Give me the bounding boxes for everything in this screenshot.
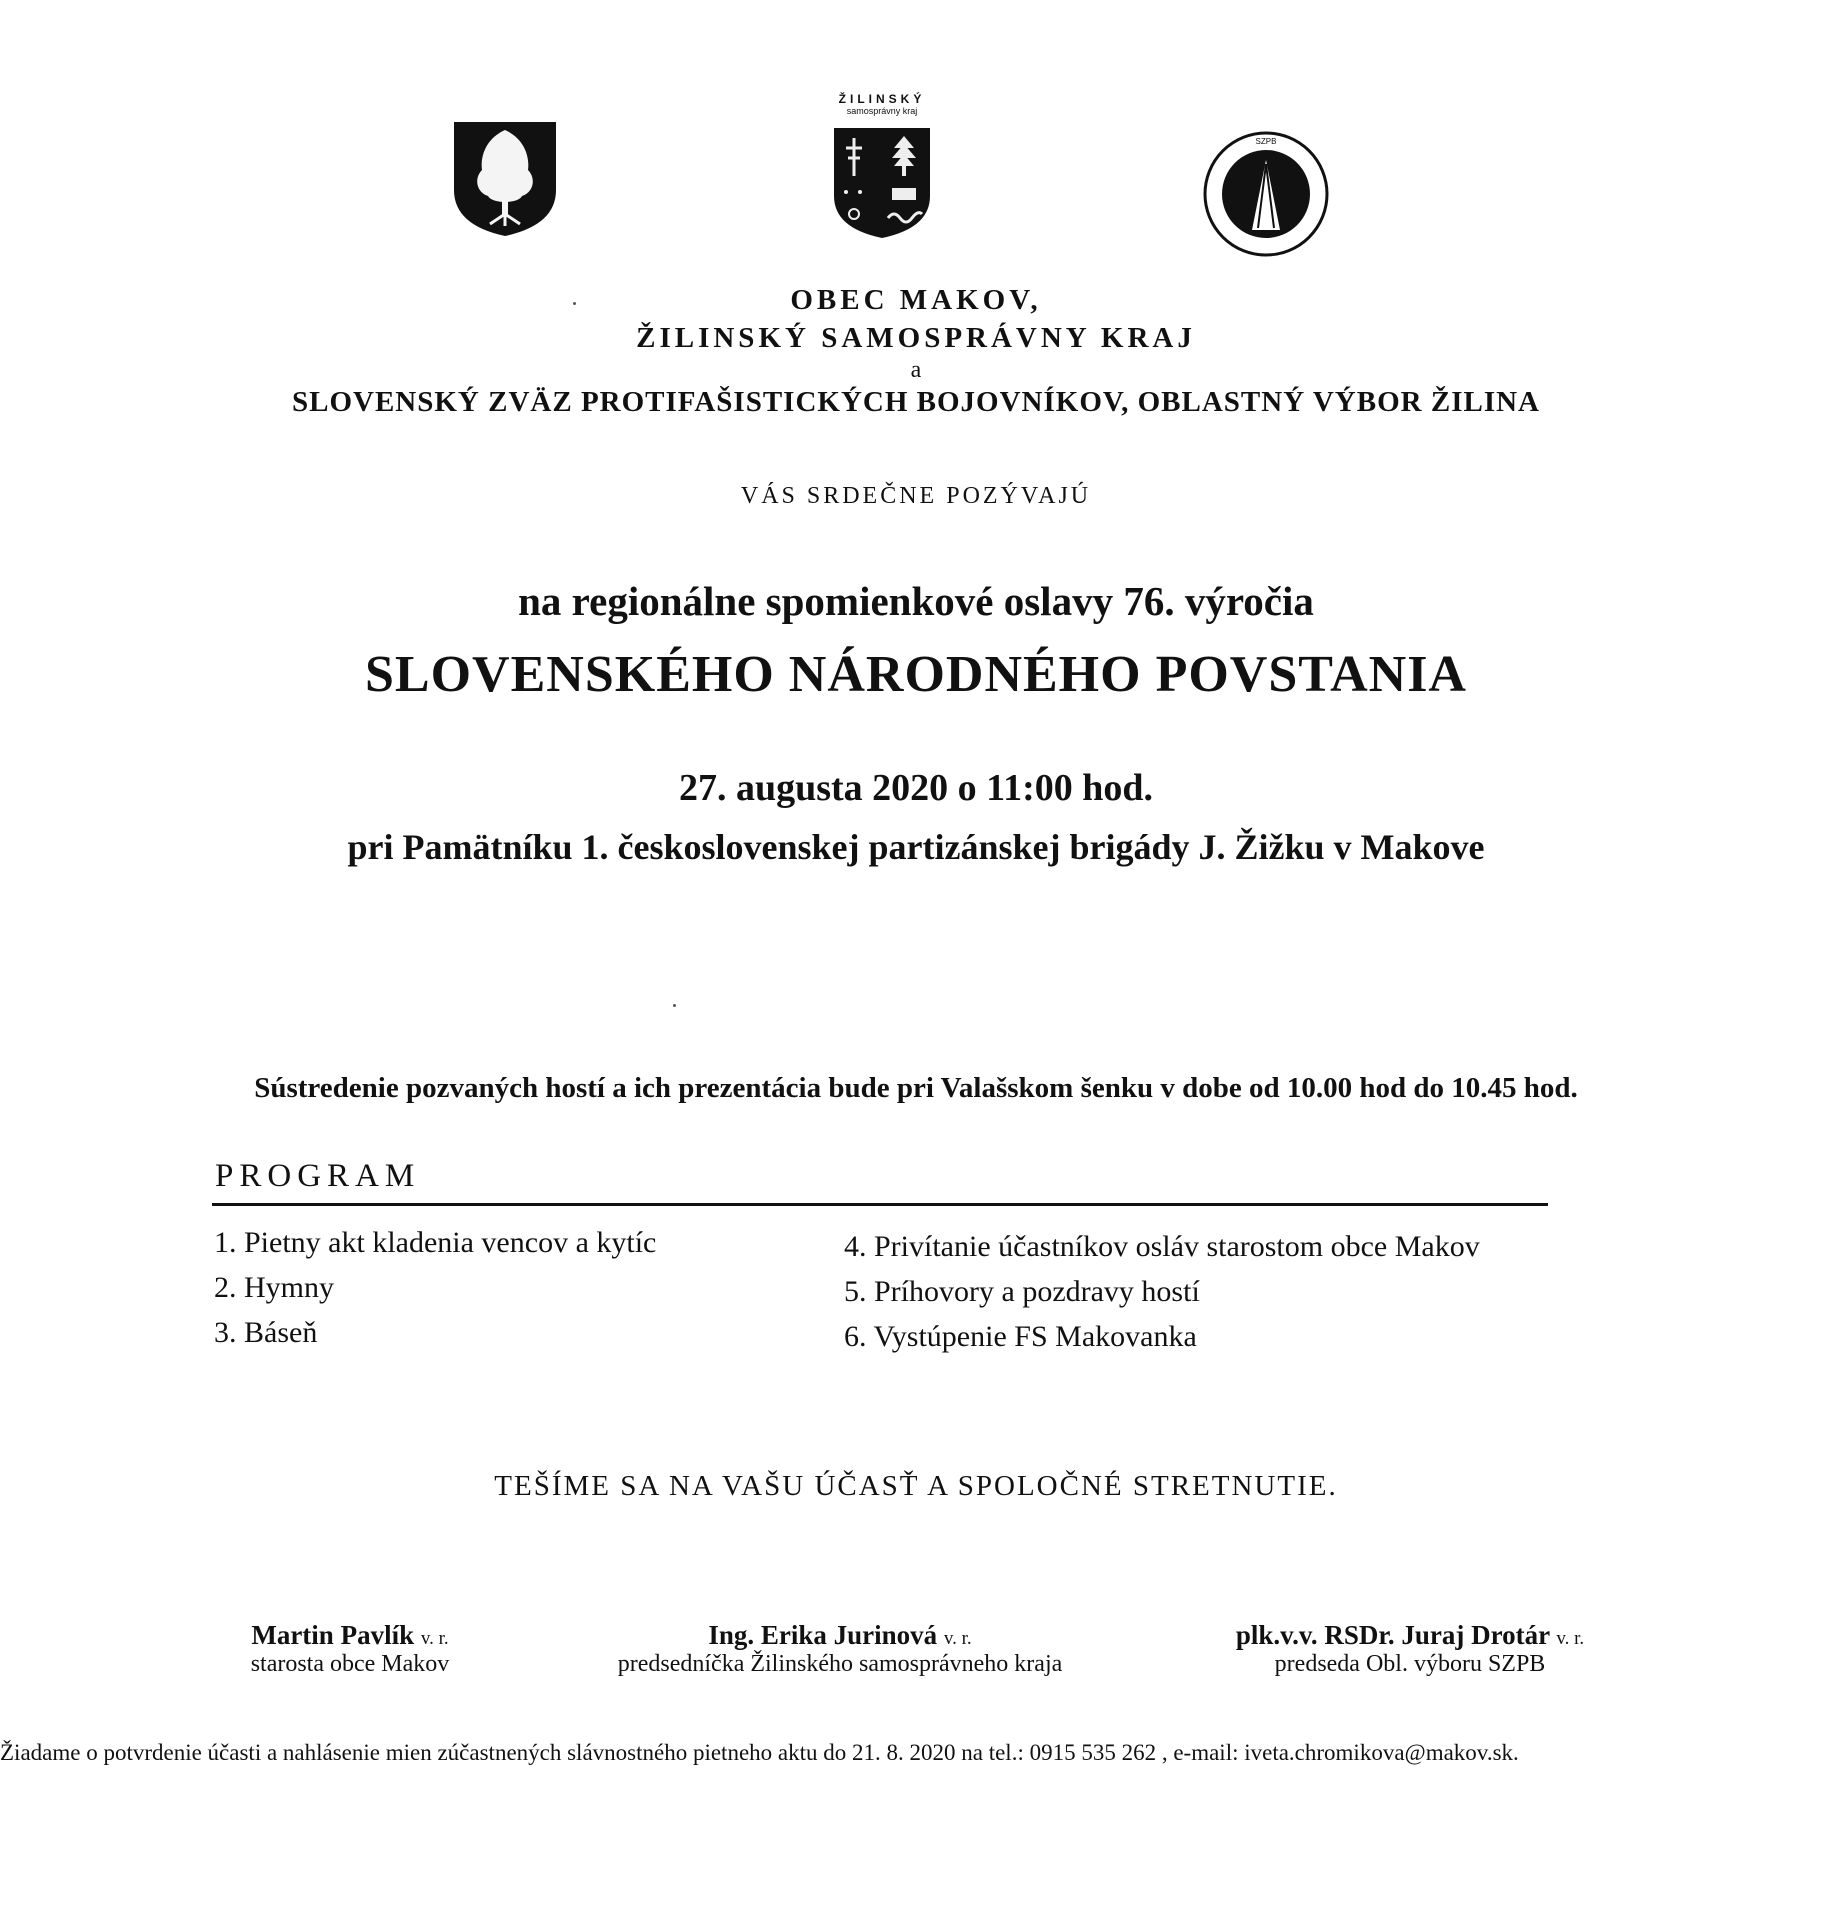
scan-speck — [573, 302, 576, 305]
org-line-szpb: SLOVENSKÝ ZVÄZ PROTIFAŠISTICKÝCH BOJOVNÍKOV, OBLASTNÝ VÝBOR ŽILINA — [291, 386, 1540, 418]
zilina-label-top: ŽILINSKÝ — [838, 92, 926, 106]
program-item: 5. Príhovory a pozdravy hostí — [844, 1275, 1200, 1308]
signatory-name: Ing. Erika Jurinová — [708, 1620, 938, 1650]
signatory-region-chair — [560, 1620, 1120, 1678]
svg-text:SZPB: SZPB — [1255, 137, 1277, 146]
org-line-region: ŽILINSKÝ SAMOSPRÁVNY KRAJ — [636, 322, 1196, 354]
invitation-line: VÁS SRDEČNE POZÝVAJÚ — [740, 483, 1092, 509]
program-divider — [212, 1203, 1548, 1206]
signatory-szpb-chair — [1200, 1620, 1620, 1678]
gathering-note: Sústredenie pozvaných hostí a ich prezentácia bude pri Valašskom šenku v dobe od 10.00 hod do 10.45 hod. — [254, 1072, 1578, 1104]
event-date: 27. augusta 2020 o 11:00 hod. — [678, 767, 1154, 809]
makov-tree-crest-icon — [452, 120, 558, 238]
org-line-makov: OBEC MAKOV, — [790, 284, 1042, 316]
program-item: 4. Privítanie účastníkov osláv starostom obce Makov — [844, 1230, 1480, 1263]
event-title: SLOVENSKÉHO NÁRODNÉHO POVSTANIA — [365, 646, 1467, 703]
signatory-name: plk.v.v. RSDr. Juraj Drotár — [1235, 1620, 1550, 1650]
program-item: 3. Báseň — [214, 1316, 318, 1349]
conjunction: a — [910, 357, 922, 383]
zilina-region-crest-icon — [832, 126, 932, 240]
signatory-mayor — [200, 1620, 500, 1678]
zilina-label-bottom: samosprávny kraj — [846, 106, 918, 116]
closing-line: TEŠÍME SA NA VAŠU ÚČASŤ A SPOLOČNÉ STRETNUTIE. — [494, 1470, 1338, 1502]
signatory-role: predsedníčka Žilinského samosprávneho kraja — [617, 1651, 1063, 1677]
signatory-suffix: v. r. — [943, 1628, 972, 1649]
event-subtitle: na regionálne spomienkové oslavy 76. výročia — [518, 578, 1314, 624]
program-item: 6. Vystúpenie FS Makovanka — [844, 1320, 1197, 1353]
program-item: 1. Pietny akt kladenia vencov a kytíc — [214, 1226, 657, 1259]
signatory-role: starosta obce Makov — [250, 1651, 450, 1677]
scan-speck — [673, 1004, 676, 1007]
signatory-name: Martin Pavlík — [251, 1620, 415, 1650]
zilina-region-label — [812, 92, 952, 116]
signatory-role: predseda Obl. výboru SZPB — [1274, 1651, 1546, 1677]
program-item: 2. Hymny — [214, 1271, 334, 1304]
signatory-suffix: v. r. — [420, 1628, 449, 1649]
program-title: PROGRAM — [215, 1158, 421, 1194]
szpb-emblem-icon — [1202, 130, 1330, 258]
signatory-suffix: v. r. — [1556, 1628, 1585, 1649]
rsvp-note: Žiadame o potvrdenie účasti a nahlásenie mien zúčastnených slávnostného pietneho aktu do 21. 8. 2020 na tel.: 0915 535 262 , e-mail: iveta.chromikova@makov.sk. — [0, 1740, 1519, 1765]
event-place: pri Pamätníku 1. československej partizánskej brigády J. Žižku v Makove — [347, 827, 1485, 867]
